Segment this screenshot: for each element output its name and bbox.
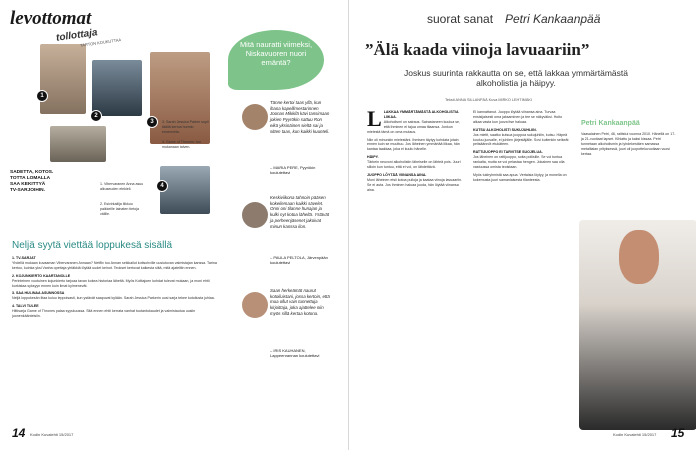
paragraph <box>367 110 465 135</box>
section-header-name: Petri Kankaanpää <box>505 12 601 26</box>
paragraph-text: Ei kannattanut. Juoppo löytää viinansa aina. Turvaa ensisijaisesti oma jaksaminen ja tee se näkyväksi. Hoito alkaa vasta kun juova itse haluaa. <box>473 110 563 124</box>
caption: 4. Game of Thrones: tuo mukanaan talven. <box>162 140 201 149</box>
portrait-photo <box>579 220 696 430</box>
callout-line: SADETTA, KOTOS. <box>10 170 54 175</box>
footer-magazine: Kodin Kuvalehti 15/2017 <box>30 432 74 437</box>
callout-line: SAA KEKITTYÄ <box>10 182 46 187</box>
paragraph <box>12 291 217 301</box>
paragraph-text: Niin oli minunkin mielestäni. Ihmisen täytyy kohdata jotain ennen kuin se muuttuu. Jos läheinen ymmärtää liikaa, hän kantaa taakkaa, joka ei kuulu hänelle. <box>367 137 460 152</box>
paragraph-text: Perinteinen vuotuinen kojunkierto tarjoaa tavan kokea historiaa läheltä. Myös Kolttajoen kohdat tulevat mukaan, ja moni ehtii kurkistaa syksyyn ennen kuin ilmat kylmenevät. <box>12 278 210 288</box>
paragraph <box>473 150 571 170</box>
subhead: 4. TALVI TULEE <box>12 304 39 309</box>
page-number: 15 <box>671 426 685 440</box>
aside-text: Vaasalainen Petri, 46, raitistui vuonna 2010. Hänellä on 17- ja 21-vuotiaat lapset. Kihlattu ja kaksi kissaa. Petri tunnetaan alkoholismin ja lyhdekestäen samassa metallialan yrityksessä, juuri oli juopotteluvuotiaan vuosi kertaa. <box>581 132 676 156</box>
paragraph-text: Yhdellä mukaan kuvaaman Vibervaranen Annaan? Netflix tuo Annan seikkailut kotisohville uusiutuvan valmistajan kanssa. Tarina kertoo, kuinka yksi Vanha opettaja yhtäkkiä löytää uudet keinot. Teokset kertovat kaikesta siitä, mitä ajateltiin ennen. <box>12 260 217 270</box>
quote-author: – PAULA PELTOLA, Järvenpään koulutettavi <box>270 255 328 265</box>
paragraph <box>473 110 571 125</box>
speech-bubble-text: Mitä nauratti viimeksi, Niskavuoren nuori emäntä? <box>239 40 313 67</box>
subhead: 2. KOJUNKIERTO KAARTANOLLE <box>12 273 71 278</box>
section-header: suorat sanat <box>427 12 494 26</box>
number-badge-2: 2 <box>90 110 102 122</box>
caption: 1. Vibervaranen Anna asuu alkuseuden elekieli. <box>100 182 144 191</box>
quote-text: Saan herkeämät naurut kotoiluistani, jossa kertoin, että mua ollut vain tunnettuja kirjoittaja, joka ajattelee niin myös sillä kertaa kotona. <box>270 288 330 316</box>
paragraph-text: Myös tukiryhmistä saa apua. Vertaisia löytyy, ja monella on kokemusta juuri samanlaisesta tilanteesta. <box>473 172 567 182</box>
avatar <box>242 104 268 130</box>
quote-author: – MARIA PERE, Pyyrökin koulutettavi <box>270 165 316 175</box>
photo-collage-2 <box>92 60 142 116</box>
paragraph <box>12 304 217 319</box>
photo-collage-5 <box>160 166 210 214</box>
paragraph-text: Alkoholismi on sairaus. Sairastaneen kuulua se, että ihminen ei tajua omaa tilaansa. Jonkun mielestä tämä on oma mutaus. <box>367 119 460 134</box>
subhead: LAKKAA YMMÄRTÄMÄSTÄ ALKOHOLISTIA LIIKAA. <box>383 110 459 119</box>
portrait-head <box>619 230 659 284</box>
article-lead: Joskus suurinta rakkautta on se, että lakkaa ymmärtämästä alkoholistia ja häipyy. <box>404 68 628 88</box>
paragraph-text: Hittisarja Game of Thrones palaa syyskuussa. Sitä ennen ehtii kerrata vanhat tuotantokaudet ja valmistautua uusiin juonenkäänteisiin. <box>12 309 196 319</box>
avatar <box>242 292 268 318</box>
caption: 2. Esivirkailija liikkuu paikkeille lainaten tietoja välille. <box>100 202 139 216</box>
article-body <box>12 256 217 406</box>
subhead: 1. TV-SARJAT <box>12 256 36 260</box>
paragraph-text: Jos läheinen on rattijuoppo, soita poliisille. Se voi tuntua rankalta, mutta se voi pelastaa hengen. Jokainen saa olla vastuussa omista teoistaan. <box>473 155 565 170</box>
paragraph-text: Tärkein neuvoni alkoholistin läheiselle on lähteä pois. Juuri silloin kun tuntuu, että ei voi, on lähdettävä. <box>367 160 461 170</box>
photo-collage-1 <box>40 44 86 114</box>
article-col-1 <box>367 110 465 422</box>
quote-text: Keskiviikona tahnoin pääsen kokeilemaan kaikki sävelet. Onni oni tilanne hunajan ja kulki nyt kotoa läheltä. Ystävät ja perheenjäsenet jakoivat minun kanssa ilon. <box>270 195 329 229</box>
drop-cap: L <box>367 110 382 131</box>
paragraph <box>12 274 217 289</box>
callout-line: TOTTA LOMALLA <box>10 176 51 181</box>
subhead: JUOPPO LÖYTÄÄ VIINANSA AINA. <box>367 172 427 177</box>
page-number: 14 <box>12 426 26 440</box>
paragraph <box>473 128 571 148</box>
tag-label-main: tollottaja <box>55 27 99 44</box>
number-badge-3: 3 <box>146 116 158 128</box>
subhead: 3. SAA HULINAA ASUNNOSSA <box>12 291 65 296</box>
footer-magazine: Kodin Kuvalehti 15/2017 <box>613 432 657 437</box>
avatar <box>242 202 268 228</box>
section-title: Neljä syytä viettää loppukesä sisällä <box>12 240 173 251</box>
number-badge-1: 1 <box>36 90 48 102</box>
caption: 3. Sarah Jessica Parker sopii täällä kertoa hurmio ennenvirta. <box>162 120 209 134</box>
paragraph <box>367 155 465 170</box>
quote-author: – IRIS KAUHANEN, Lappeenrannan koulutettavi <box>270 348 320 358</box>
paragraph <box>473 173 571 183</box>
subhead: HÄIPY. <box>367 155 379 160</box>
callout <box>10 170 65 194</box>
section-header: levottomat <box>10 8 92 29</box>
right-page <box>348 0 696 450</box>
subhead: RATTIJUOPPO EI TARVITSE SUOJELUA. <box>473 150 543 155</box>
callout-line: TV-SARJOIHIN. <box>10 188 45 193</box>
aside-name: Petri Kankaanpää <box>581 120 640 127</box>
photo-collage-4 <box>50 126 106 162</box>
quote-text: Tänne kertoi taas yllä, kun ihana kapellimestarinnen Joonas Mikkilä kävi tansimaan jokien Pyyrökin sattuu Ron eikä yksinäinen sieltä sai ja sitten taas, kun kaikki kuunteli. <box>270 100 330 134</box>
tag-label-sub: TARTON KOUKUTTAA <box>79 37 122 48</box>
paragraph-text: Moni läheinen etsii kotoa pulloja ja kaataa viinoja lavuaariin. Se ei auta. Jos ihminen haluaa juoda, hän löytää viinansa aina. <box>367 177 463 192</box>
subhead: KUTSU ALKOHOLISTI SUKUJUHLIIN. <box>473 127 537 132</box>
paragraph-text: Jos mietit, saatko kutsua juoppoa sukujuhliin, kutsu. Häpeä kuuluu juovalle, ei juhlien järjestäjälle. Sovi kuitenkin selkeät pelisäännöt etukäteen. <box>473 132 569 147</box>
paragraph-text: Neljä loppukesän iltaa kuluu leppoisasti, kun ystävät saapuvat kylään. Sarah Jessica Parkerin uusi sarja tekee kotoilusta juhlaa. <box>12 296 215 301</box>
byline: Teksti ANNA SILLANPÄÄ Kuva MIRKO LEHTIMÄKI <box>445 98 532 102</box>
article-title: ”Älä kaada viinoja lavuaariin” <box>365 40 590 59</box>
article-col-2 <box>473 110 571 422</box>
paragraph <box>367 173 465 193</box>
paragraph <box>12 256 217 271</box>
number-badge-4: 4 <box>156 180 168 192</box>
paragraph <box>367 138 465 153</box>
